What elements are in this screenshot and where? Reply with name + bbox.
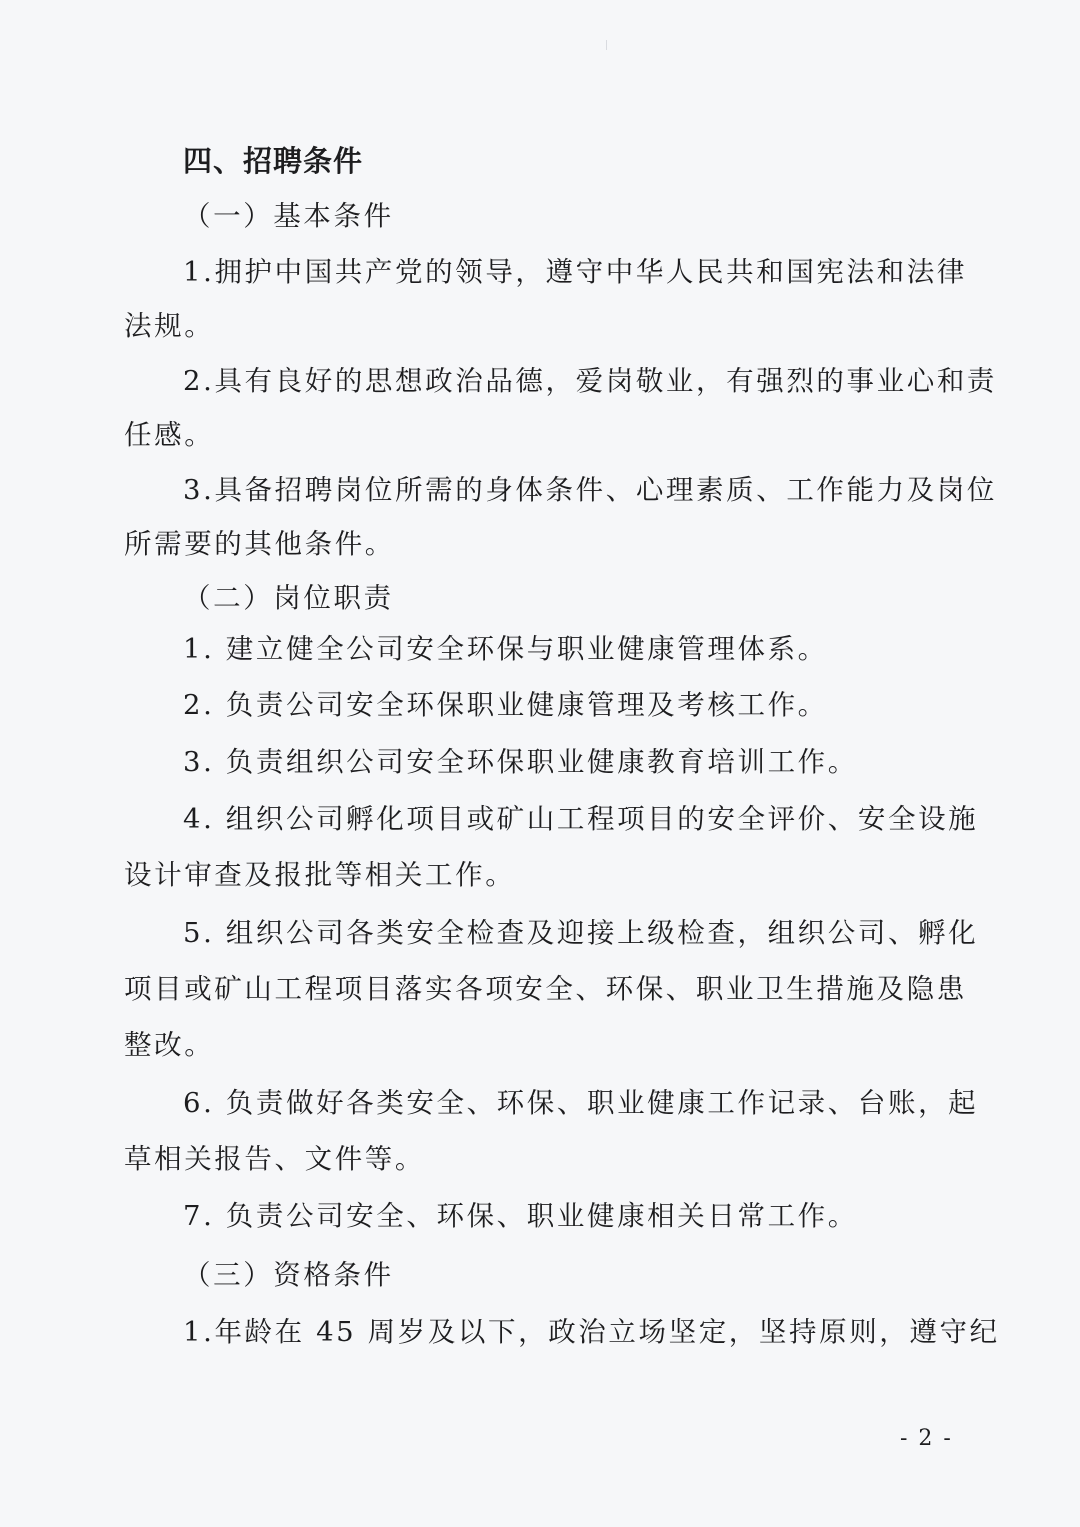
scan-artifact	[606, 40, 607, 50]
paragraph-line: 任感。	[124, 419, 215, 451]
paragraph-line: 7. 负责公司安全、环保、职业健康相关日常工作。	[183, 1200, 858, 1232]
paragraph-line: 设计审查及报批等相关工作。	[124, 859, 516, 891]
page-number: - 2 -	[900, 1426, 953, 1451]
paragraph-line: 1.年龄在 45 周岁及以下，政治立场坚定，坚持原则，遵守纪	[183, 1316, 1000, 1348]
paragraph-line: 3.具备招聘岗位所需的身体条件、心理素质、工作能力及岗位	[183, 474, 998, 506]
paragraph-line: 1. 建立健全公司安全环保与职业健康管理体系。	[183, 633, 828, 665]
paragraph-line: 4. 组织公司孵化项目或矿山工程项目的安全评价、安全设施	[183, 803, 979, 835]
subsection-title-basic: （一）基本条件	[183, 200, 394, 232]
subsection-title-qualifications: （三）资格条件	[183, 1259, 394, 1291]
subsection-title-duties: （二）岗位职责	[183, 582, 394, 614]
paragraph-line: 5. 组织公司各类安全检查及迎接上级检查，组织公司、孵化	[183, 917, 979, 949]
paragraph-line: 2.具有良好的思想政治品德，爱岗敬业，有强烈的事业心和责	[183, 365, 998, 397]
paragraph-line: 3. 负责组织公司安全环保职业健康教育培训工作。	[183, 746, 858, 778]
paragraph-line: 法规。	[124, 310, 215, 342]
paragraph-line: 草相关报告、文件等。	[124, 1143, 425, 1175]
section-heading: 四、招聘条件	[183, 144, 364, 178]
paragraph-line: 6. 负责做好各类安全、环保、职业健康工作记录、台账，起	[183, 1087, 979, 1119]
paragraph-line: 2. 负责公司安全环保职业健康管理及考核工作。	[183, 689, 828, 721]
paragraph-line: 项目或矿山工程项目落实各项安全、环保、职业卫生措施及隐患	[124, 973, 967, 1005]
paragraph-line: 1.拥护中国共产党的领导，遵守中华人民共和国宪法和法律	[183, 256, 967, 288]
paragraph-line: 整改。	[124, 1029, 215, 1061]
paragraph-line: 所需要的其他条件。	[124, 528, 395, 560]
